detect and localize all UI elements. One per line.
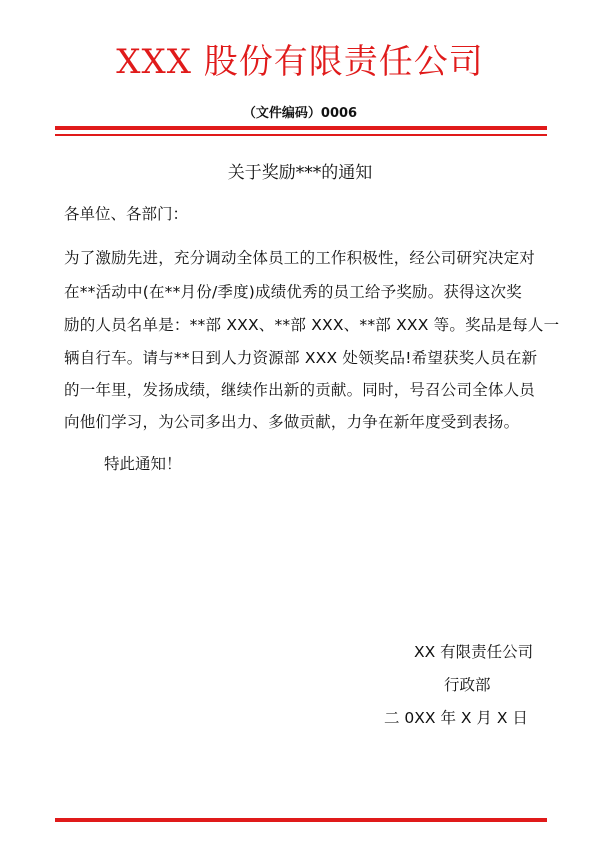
salutation: 各单位、各部门： — [64, 205, 189, 223]
notice-title: 关于奖励***的通知 — [227, 163, 373, 183]
body-line: 为了激励先进，充分调动全体员工的工作积极性，经公司研究决定对 — [64, 249, 536, 267]
body-line: 向他们学习，为公司多出力、多做贡献，力争在新年度受到表扬。 — [64, 413, 520, 431]
body-line: 辆自行车。请与**日到人力资源部 XXX 处领奖品!希望获奖人员在新 — [64, 349, 538, 367]
header-divider-thin — [55, 134, 547, 136]
signature-department: 行政部 — [444, 676, 491, 694]
body-line: 的一年里，发扬成绩，继续作出新的贡献。同时，号召公司全体人员 — [64, 381, 536, 399]
signature-company: XX 有限责任公司 — [414, 643, 534, 661]
header-divider-thick — [55, 126, 547, 130]
body-line: 在**活动中(在**月份/季度)成绩优秀的员工给予奖励。获得这次奖 — [64, 283, 522, 301]
closing-remark: 特此通知！ — [104, 455, 182, 473]
company-name-header: XXX 股份有限责任公司 — [116, 42, 484, 82]
footer-divider — [55, 818, 547, 822]
signature-date: 二 0XX 年 X 月 X 日 — [384, 709, 528, 727]
document-number: （文件编码）0006 — [242, 106, 358, 121]
body-line: 励的人员名单是：**部 XXX、**部 XXX、**部 XXX 等。奖品是每人一 — [64, 316, 560, 334]
